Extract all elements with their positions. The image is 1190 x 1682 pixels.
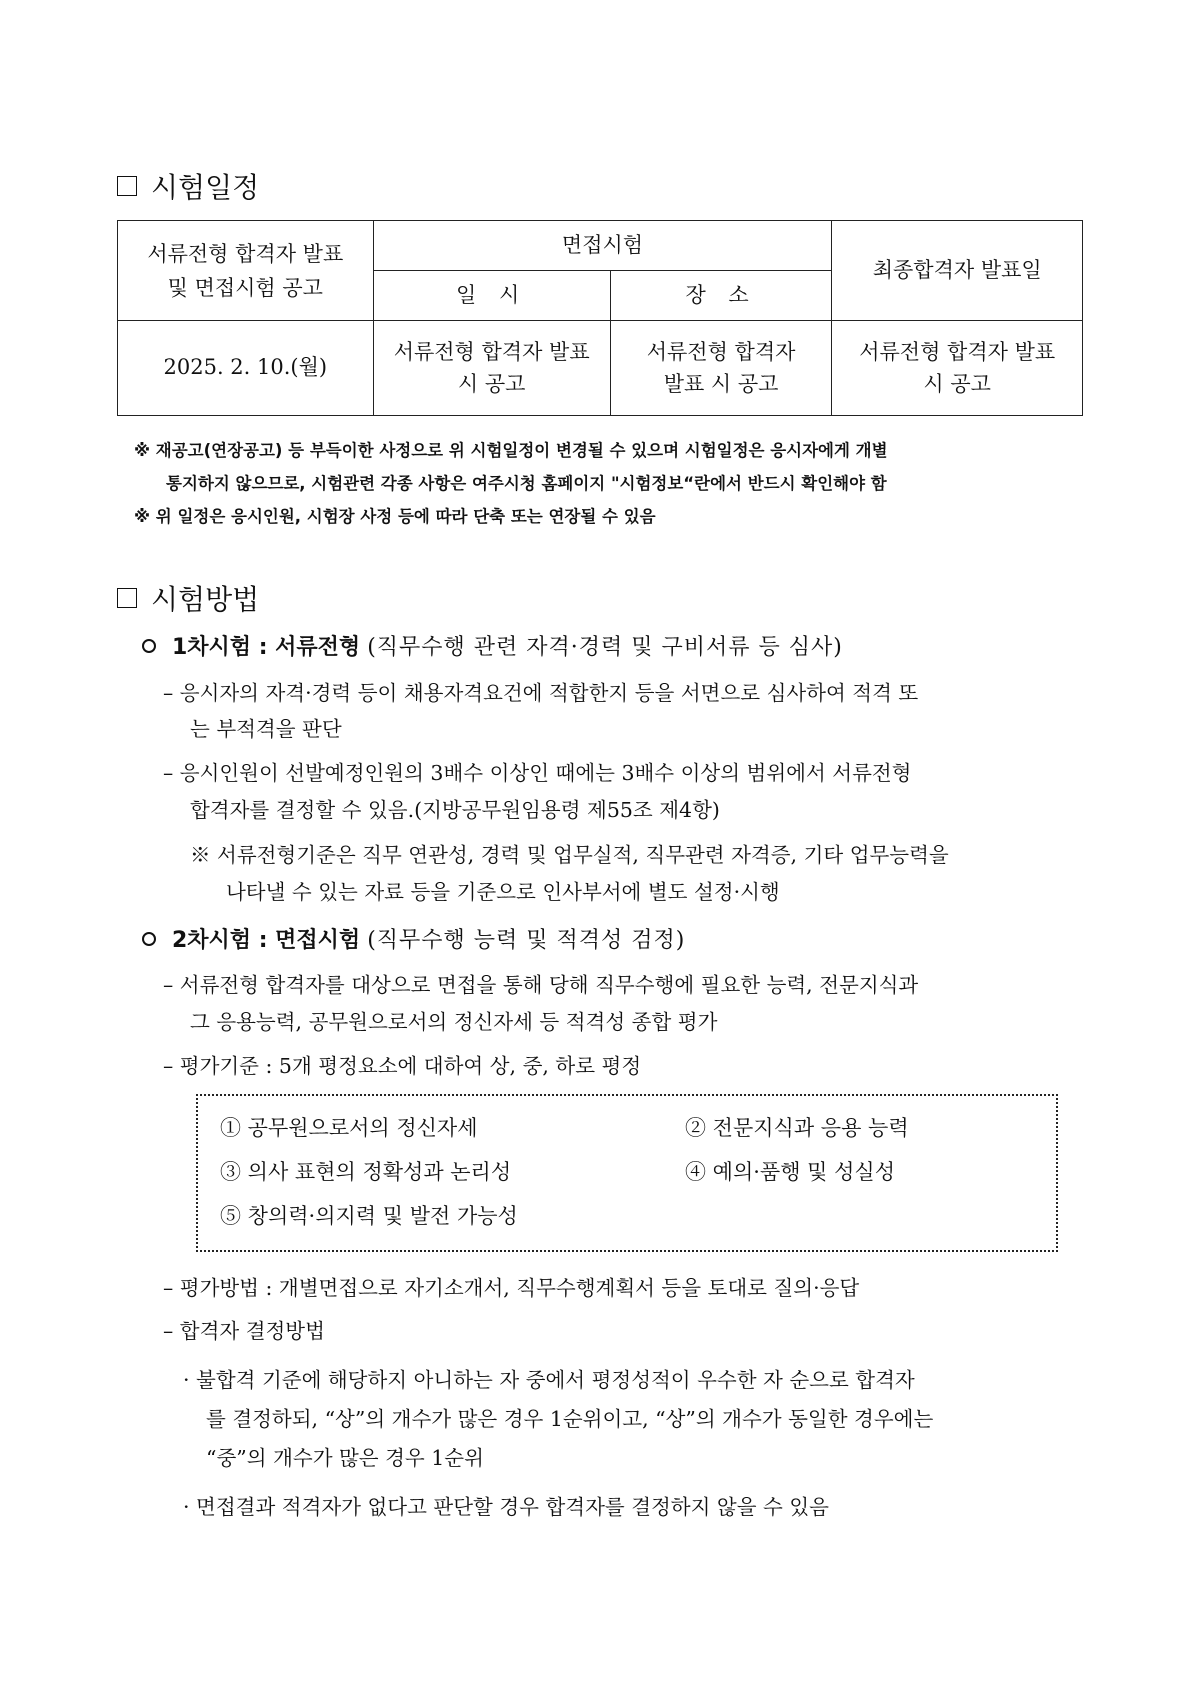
table-header-interview: 면접시험 (373, 221, 832, 271)
table-header-final: 최종합격자 발표일 (832, 221, 1083, 321)
section-title: 시험일정 (151, 171, 260, 204)
stage2-line: – 평가방법 : 개별면접으로 자기소개서, 직무수행계획서 등을 토대로 질의·응답 (163, 1276, 860, 1300)
stage2-label: 2차시험 : 면접시험 (172, 928, 361, 953)
table-subheader-place: 장 소 (610, 271, 832, 321)
table-cell-interview-place: 서류전형 합격자 발표 시 공고 (610, 321, 832, 416)
table-header-announcement: 서류전형 합격자 발표 및 면접시험 공고 (118, 221, 374, 321)
stage2-line: 를 결정하되, “상”의 개수가 많은 경우 1순위이고, “상”의 개수가 동일한 경우에는 (206, 1407, 934, 1431)
stage2-line: – 서류전형 합격자를 대상으로 면접을 통해 당해 직무수행에 필요한 능력, 전문지식과 (163, 973, 919, 997)
section-title: 시험방법 (151, 583, 260, 616)
table-cell-interview-date: 서류전형 합격자 발표 시 공고 (373, 321, 610, 416)
stage2-line: – 평가기준 : 5개 평정요소에 대하여 상, 중, 하로 평정 (163, 1054, 642, 1078)
stage2-line: · 면접결과 적격자가 없다고 판단할 경우 합격자를 결정하지 않을 수 있음 (183, 1495, 829, 1519)
stage2-line: 그 응용능력, 공무원으로서의 정신자세 등 적격성 종합 평가 (190, 1010, 718, 1034)
stage2-desc: (직무수행 능력 및 적격성 검정) (367, 928, 686, 953)
table-cell-final-date: 서류전형 합격자 발표 시 공고 (832, 321, 1083, 416)
criteria-item: ② 전문지식과 응용 능력 (685, 1116, 909, 1140)
note-line: ※ 위 일정은 응시인원, 시험장 사정 등에 따라 단축 또는 연장될 수 있음 (134, 507, 656, 526)
stage1-note: 나타낼 수 있는 자료 등을 기준으로 인사부서에 별도 설정·시행 (226, 880, 780, 904)
schedule-table (117, 220, 1083, 416)
criteria-item: ③ 의사 표현의 정확성과 논리성 (220, 1160, 512, 1184)
stage1-line: 합격자를 결정할 수 있음.(지방공무원임용령 제55조 제4항) (190, 798, 720, 822)
stage1-line: 는 부적격을 판단 (190, 717, 342, 741)
stage2-line: · 불합격 기준에 해당하지 아니하는 자 중에서 평정성적이 우수한 자 순으로 합격자 (183, 1368, 915, 1392)
note-line: 통지하지 않으므로, 시험관련 각종 사항은 여주시청 홈페이지 "시험정보“란에서 반드시 확인해야 함 (166, 474, 887, 493)
stage2-heading (142, 923, 685, 954)
circle-bullet-icon (142, 639, 156, 653)
note-line: ※ 재공고(연장공고) 등 부득이한 사정으로 위 시험일정이 변경될 수 있으며 시험일정은 응시자에게 개별 (134, 441, 888, 460)
checkbox-square-icon (117, 176, 137, 196)
stage2-line: – 합격자 결정방법 (163, 1319, 325, 1343)
section-heading-schedule (117, 166, 259, 206)
criteria-item: ① 공무원으로서의 정신자세 (220, 1116, 478, 1140)
section-heading-method (117, 578, 259, 618)
stage1-line: – 응시인원이 선발예정인원의 3배수 이상인 때에는 3배수 이상의 범위에서 서류전형 (163, 761, 912, 785)
stage1-line: – 응시자의 자격·경력 등이 채용자격요건에 적합한지 등을 서면으로 심사하여 적격 또 (163, 681, 919, 705)
table-subheader-datetime: 일 시 (373, 271, 610, 321)
stage1-heading (142, 630, 843, 661)
checkbox-square-icon (117, 588, 137, 608)
criteria-box (196, 1094, 1058, 1252)
criteria-item: ⑤ 창의력·의지력 및 발전 가능성 (220, 1204, 518, 1228)
stage1-label: 1차시험 : 서류전형 (172, 635, 361, 660)
circle-bullet-icon (142, 932, 156, 946)
stage2-line: “중”의 개수가 많은 경우 1순위 (206, 1446, 484, 1470)
criteria-item: ④ 예의·품행 및 성실성 (685, 1160, 895, 1184)
stage1-note: ※ 서류전형기준은 직무 연관성, 경력 및 업무실적, 직무관련 자격증, 기타 업무능력을 (190, 843, 949, 867)
stage1-desc: (직무수행 관련 자격·경력 및 구비서류 등 심사) (367, 635, 843, 660)
table-cell-date: 2025. 2. 10.(월) (118, 321, 374, 416)
